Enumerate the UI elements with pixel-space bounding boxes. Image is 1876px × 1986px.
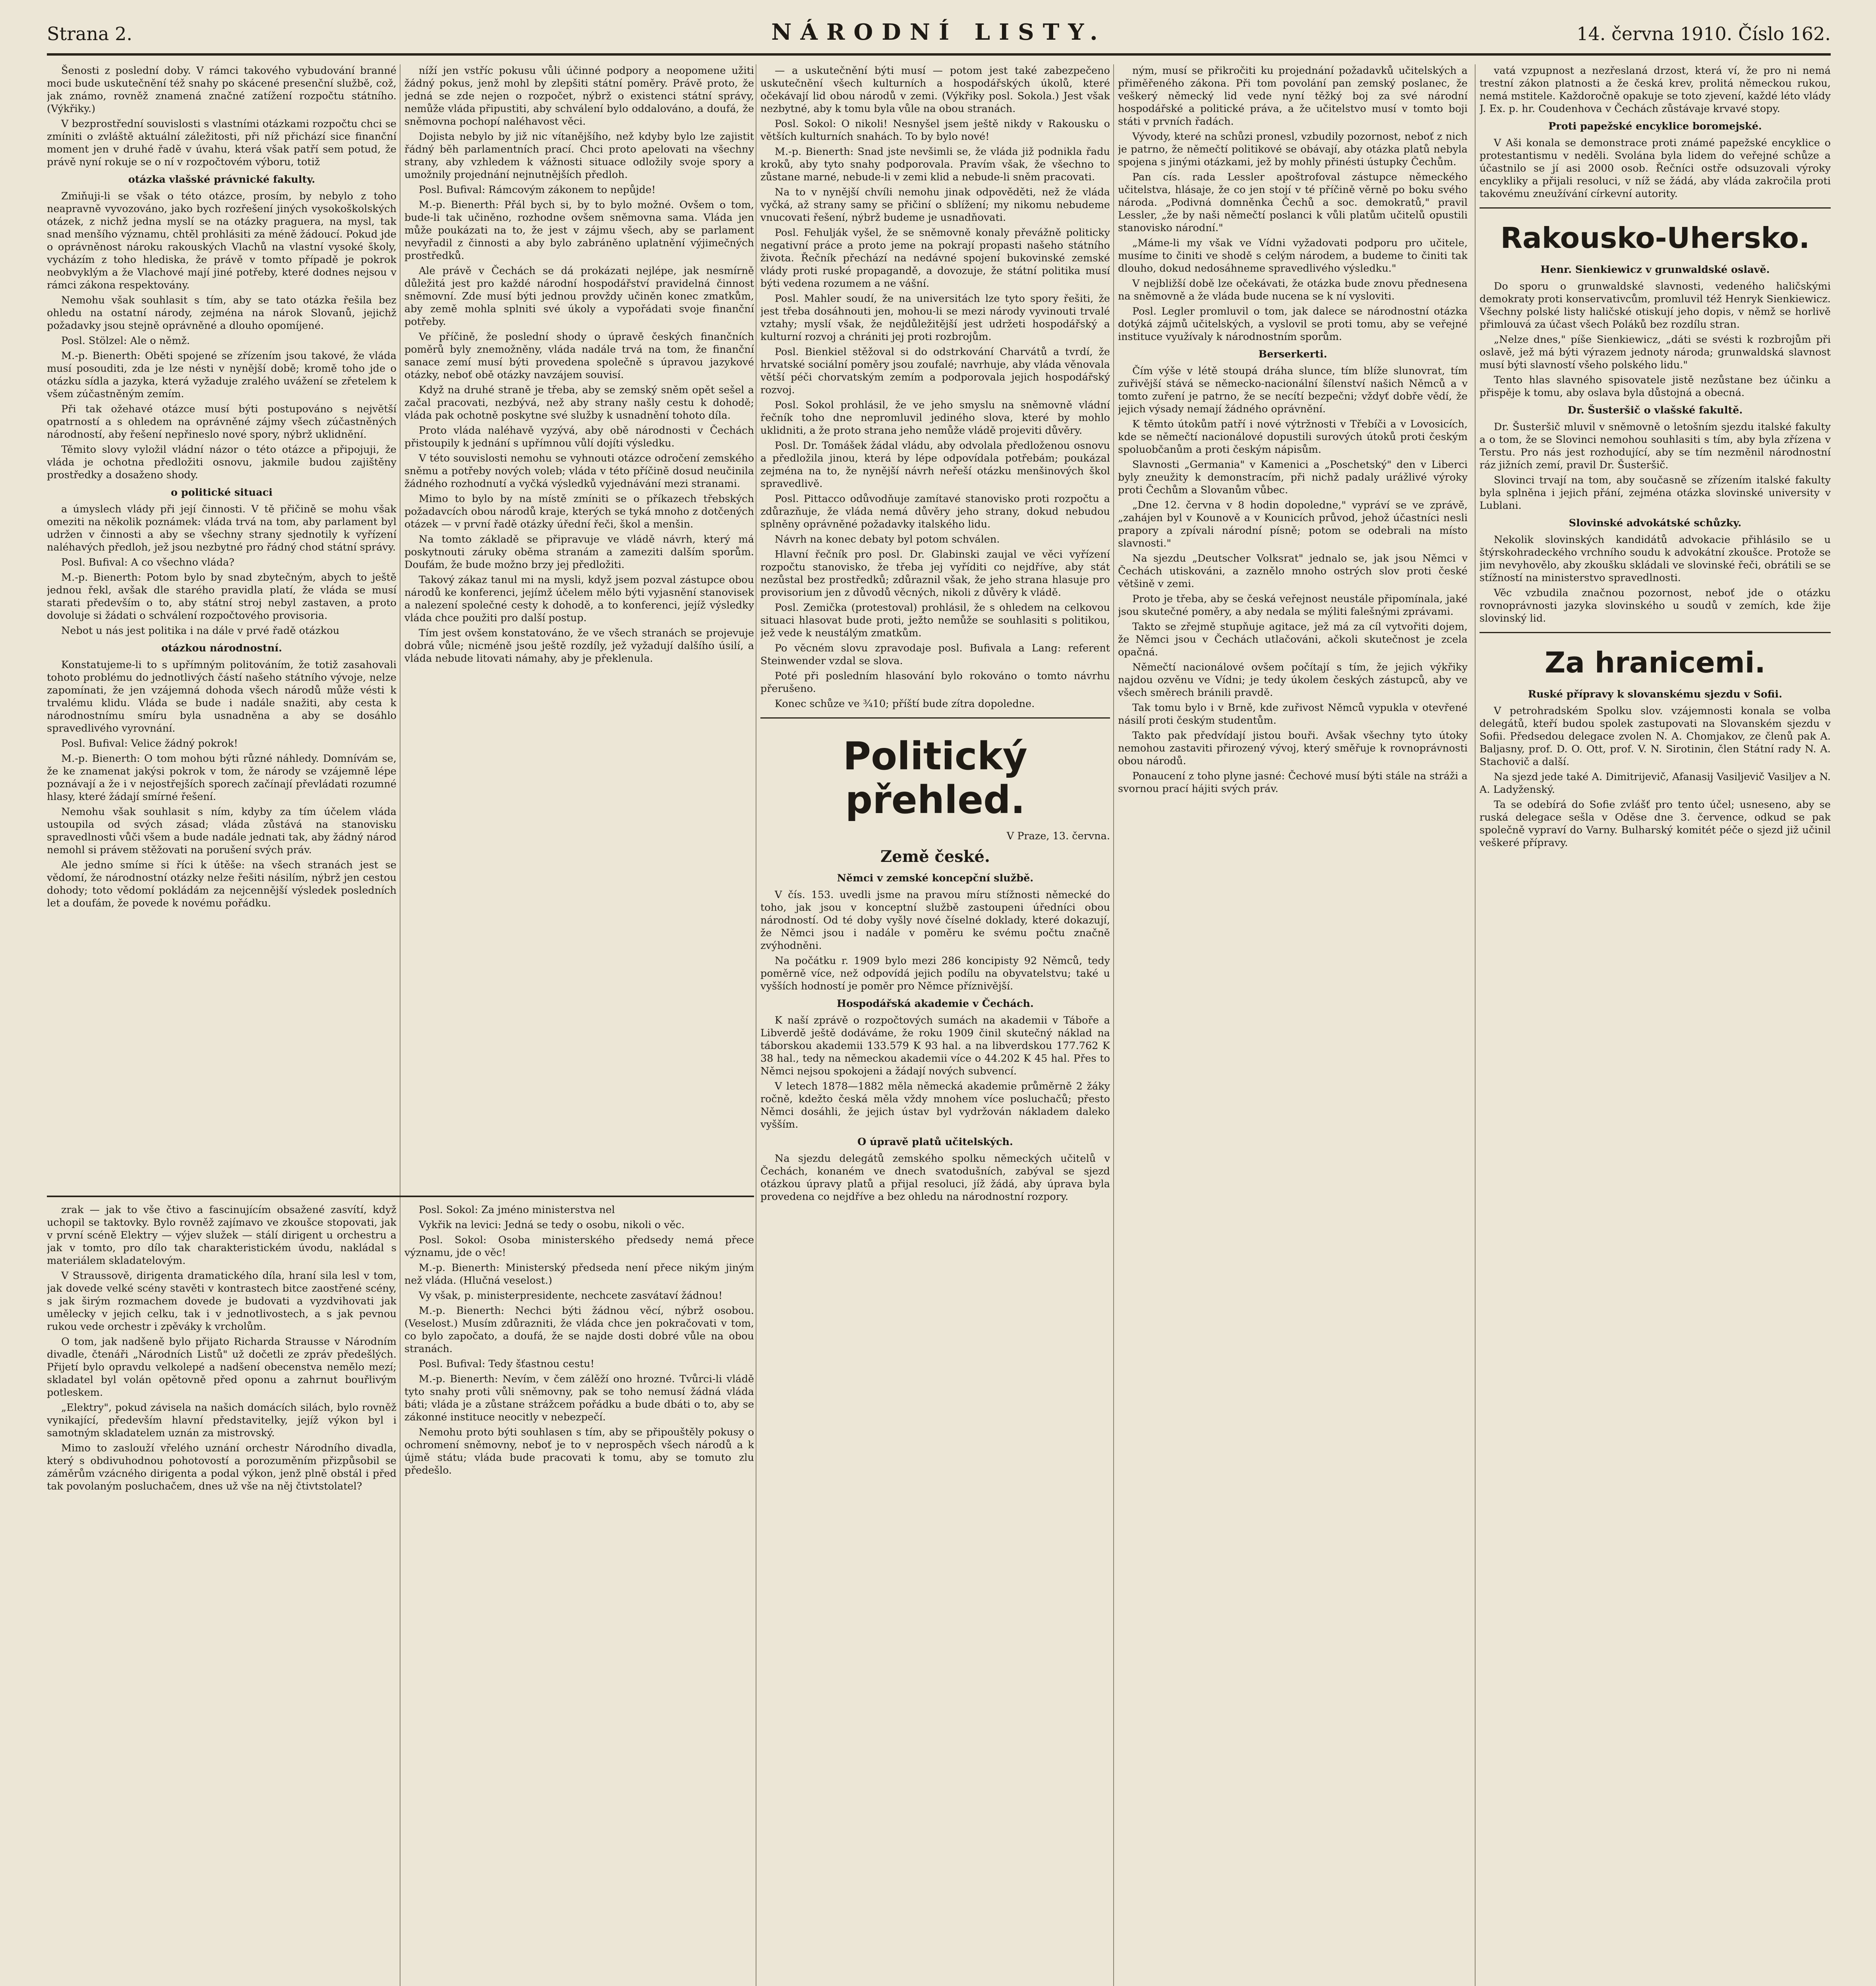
paragraph: Ve příčině, že poslední shody o úpravě českých finančních poměrů byly znemožněny, vláda nadále trvá na tom, že finanční sanace zemí musí býti provedena společně s úpravou jazykové otázky, neboť obě otázky navzájem souvisí.	[404, 331, 754, 381]
paragraph: Do sporu o grunwaldské slavnosti, vedeného haličskými demokraty proti konservativcům, promluvil též Henryk Sienkiewicz. Všechny polské listy haličské otiskují jeho dopis, v němž se horlivě přimlouvá za účast všech Poláků bez rozdílu stran.	[1480, 280, 1831, 330]
paragraph: Proto je třeba, aby se česká veřejnost neustále připomínala, jaké jsou skutečné poměry, a aby nedala se mýliti falešnými zprávami.	[1118, 593, 1468, 618]
paragraph: M.-p. Bienerth: Nechci býti žádnou věcí, nýbrž osobou. (Veselost.) Musím zdůrazniti, že vláda chce jen pokračovati v tom, co bylo započato, a doufá, že se najde dosti dobré vůle na obou stranách.	[404, 1305, 754, 1355]
paragraph: V bezprostřední souvislosti s vlastními otázkami rozpočtu chci se zmíniti o zvláště aktuální záležitosti, při níž přichází sice finanční moment jen v druhé řadě v úvahu, která však patří sem potud, že právě nyní rokuje se o ní v rozpočtovém výboru, totiž	[47, 118, 396, 168]
paragraph: M.-p. Bienerth: Nevím, v čem zálěží ono hrozné. Tvůrci-li vládě tyto snahy proti vůli sněmovny, pak se toho nemusí žádná vláda báti; vláda je a zůstane strážcem pořádku a bude dbáti o to, aby se zákonné instituce neocitly v nebezpečí.	[404, 1373, 754, 1423]
paragraph: Posl. Dr. Tomášek žádal vládu, aby odvolala předloženou osnovu a předložila jinou, která by lépe odpovídala potřebám; poukázal zejména na to, že nynější návrh neřeší otázku menšinových škol spravedlivě.	[760, 440, 1110, 490]
paragraph: Tím jest ovšem konstatováno, že ve všech stranách se projevuje dobrá vůle; nicméně jsou ještě rozdíly, jež vyžadují dalšího úsilí, a vláda nebude litovati námahy, aby je překlenula.	[404, 627, 754, 665]
masthead	[47, 17, 1831, 56]
section-title-austria-hungary: Rakousko-Uhersko.	[1500, 221, 1810, 255]
paragraph: Posl. Bufival: Velice žádný pokrok!	[61, 738, 238, 750]
paragraph: Na sjezdu „Deutscher Volksrat" jednalo se, jak jsou Němci v Čechách utiskováni, a zaznělo mnoho ostrých slov proti české většině v zemi.	[1118, 553, 1468, 590]
paragraph: Vykřik na levici: Jedná se tedy o osobu, nikoli o věc.	[419, 1219, 685, 1231]
section-title-politics: Politický přehled.	[843, 734, 1028, 822]
paragraph: K těmto útokům patří i nové výtržnosti v Třebíči a v Lovosicích, kde se němečtí nacionálové dopustili surových útoků proti českým spoluobčanům a proti českým nápisům.	[1118, 418, 1468, 456]
paragraph: M.-p. Bienerth: Ministerský předseda není přece nikým jiným než vláda. (Hlučná veselost.)	[404, 1262, 754, 1287]
paragraph: Takto pak předvídají jistou bouři. Avšak všechny tyto útoky nemohou zastaviti přirozený vývoj, který směřuje k rovnoprávnosti obou národů.	[1118, 730, 1468, 767]
page-number: Strana 2.	[47, 23, 132, 44]
paragraph: Když na druhé straně je třeba, aby se zemský sněm opět sešel a začal pracovati, nezbývá, než aby strany našly cestu k dohodě; vláda pak ochotně poskytne své služby k usnadnění tohoto díla.	[404, 384, 754, 421]
article-heading: Němci v zemské koncepční službě.	[837, 872, 1034, 884]
paragraph: zrak — jak to vše čtivo a fascinujícím obsažené zasvítí, když uchopil se taktovky. Bylo rovněž zajímavo ve zkoušce stopovati, jak v první scéně Elektry — výjev služek — stálí dirigent u orchestru a jak v tomto, pro dílo tak charakteristickém úvodu, nakládal s materiálem skladatelovým.	[47, 1204, 396, 1267]
feuilleton-rule	[47, 1196, 754, 1197]
paragraph: Posl. Bufival: Tedy šťastnou cestu!	[419, 1358, 595, 1370]
paragraph: Mimo to zaslouží vřelého uznání orchestr Národního divadla, který s obdivuhodnou pohotovostí a porozuměním přizpůsobil se záměrům vzácného dirigenta a podal výkon, jenž plně obstál i před tak povolaným posluchačem, dnes už vše na něj čtivtstolatel?	[47, 1442, 396, 1492]
subsection-title: Země české.	[880, 847, 990, 866]
paragraph: Po věcném slovu zpravodaje posl. Bufivala a Lang: referent Steinwender vzdal se slova.	[760, 642, 1110, 667]
article-heading: O úpravě platů učitelských.	[857, 1136, 1013, 1148]
paragraph: Těmito slovy vyložil vládní názor o této otázce a připojuji, že vláda je ochotna předložiti osnovu, jakmile budou zajištěny prostředky a dosaženo shody.	[47, 444, 396, 481]
paragraph: Zmiňuji-li se však o této otázce, prosím, by nebylo z toho neapravně vyvozováno, jako bych rozřešení jiných vysokoškolských otázek, z nichž jedna myslí se na otázky praguera, na mysl, tak snad menšího významu, chtěl prohlásiti za méně žádoucí. Pokud jde o oprávněnost nároku rakouských Vlachů na vlastní vysoké školy, vycházím z toho hlediska, že právě v tomto případě je pokrok neobvyklým a že Vlachové mají jiné potřeby, které dodnes nejsou v rámci zákona respektovány.	[47, 190, 396, 291]
column-2	[404, 64, 754, 1192]
paragraph: Na sjezd jede také A. Dimitrijevič, Afanasij Vasiljevič Vasiljev a N. A. Ladyženský.	[1480, 771, 1831, 796]
paragraph: vatá vzpupnost a nezřeslaná drzost, která ví, že pro ni nemá trestní zákon platnosti a že česká krev, prolitá německou rukou, nemá mstitele. Každoročně opakuje se toto zjevení, každé léto vlády J. Ex. p. hr. Coudenhova v Čechách zůstávaje krvavé stopy.	[1480, 65, 1831, 115]
paragraph: Posl. Bufival: A co všechno vláda?	[61, 556, 234, 568]
feuilleton-column-2	[404, 1204, 754, 1986]
paragraph: Poté při posledním hlasování bylo rokováno o tomto návrhu přerušeno.	[760, 670, 1110, 695]
section-heading: o politické situaci	[171, 487, 273, 498]
paragraph: Na tomto základě se připravuje ve vládě návrh, který má poskytnouti záruky oběma stranám a zameziti dalším sporům. Doufám, že bude možno brzy jej předložiti.	[404, 533, 754, 571]
paragraph: V petrohradském Spolku slov. vzájemnosti konala se volba delegátů, kteří budou spolek zastupovati na Slovanském sjezdu v Sofii. Předsedou delegace zvolen N. A. Chomjakov, ze členů pak A. Baljasny, prof. D. O. Ott, prof. V. N. Sirotinin, člen Státní rady N. A. Stachovič a další.	[1480, 705, 1831, 768]
paragraph: Ta se odebírá do Sofie zvlášť pro tento účel; usneseno, aby se ruská delegace sešla v Oděse dne 3. července, odkud se pak společně vypraví do Varny. Bulharský komitét péče o sjezd již učinil veškeré přípravy.	[1480, 799, 1831, 849]
dateline: V Praze, 13. června.	[1006, 830, 1110, 842]
paragraph: Při tak ožehavé otázce musí býti postupováno s největší opatrností a s ohledem na oprávněné zájmy všech zúčastněných národností, aby řešení nepřineslo nové spory, nýbrž uklidnění.	[47, 403, 396, 440]
paragraph: Posl. Pittacco odůvodňuje zamítavé stanovisko proti rozpočtu a zdůrazňuje, že vláda nemá důvěry jeho strany, dokud nebudou splněny oprávněné požadavky italského lidu.	[760, 493, 1110, 530]
paragraph: M.-p. Bienerth: Potom bylo by snad zbytečným, abych to ještě jednou řekl, avšak dle starého pravidla platí, že vláda se musí starati především o to, aby státní stroj nebyl zastaven, a proto dovoluje si žádati o schválení rozpočtového provisoria.	[47, 572, 396, 622]
paragraph: Nekolik slovinských kandidátů advokacie přihlásilo se u štýrskohradeckého vrchního soudu k advokátní zkoušce. Protože se jim nevyhovělo, aby zkoušku skládali ve slovinské řeči, obrátili se se stížností na ministerstvo spravedlnosti.	[1480, 534, 1831, 584]
paragraph: Posl. Bufival: Rámcovým zákonem to nepůjde!	[419, 184, 656, 196]
paragraph: Posl. Sokol: Osoba ministerského předsedy nemá přece významu, jde o věc!	[404, 1234, 754, 1259]
paragraph: Němečtí nacionálové ovšem počítají s tím, že jejich výkřiky najdou ozvěnu ve Vídni; je tedy úkolem českých zástupců, aby ve všech směrech bránili pravdě.	[1118, 661, 1468, 699]
issue-date: 14. června 1910. Číslo 162.	[1576, 23, 1831, 44]
paragraph: M.-p. Bienerth: Oběti spojené se zřízením jsou takové, že vláda musí posouditi, zda je lze nésti v nynější době; kromě toho jde o otázku sídla a jazyka, která vyžaduje zralého uvážení se zřetelem k všem zúčastněným zemím.	[47, 350, 396, 400]
divider	[760, 717, 1110, 719]
feuilleton-column-1	[47, 1204, 396, 1986]
paragraph: „Nelze dnes," píše Sienkiewicz, „dáti se svésti k rozbrojům při oslavě, jež má býti výrazem jednoty národa; grunwaldská slavnost musí býti slavností všeho polského lidu."	[1480, 334, 1831, 371]
paragraph: Tak tomu bylo i v Brně, kde zuřivost Němců vypukla v otevřené násilí proti českým studentům.	[1118, 702, 1468, 726]
article-heading: Slovinské advokátské schůzky.	[1568, 517, 1742, 529]
paragraph: Slavnosti „Germania" v Kamenici a „Poschetský" den v Liberci byly zneužity k demonstracím, při nichž padaly urážlivé výroky proti Čechům a Slovanům vůbec.	[1118, 459, 1468, 496]
paragraph: Posl. Bienkiel stěžoval si do odstrkování Charvátů a tvrdí, že hrvatské sociální poměry jsou zoufalé; navrhuje, aby vláda věnovala větší péči chorvatským zemím a podporovala jejich hospodářský rozvoj.	[760, 346, 1110, 396]
paragraph: Pan cís. rada Lessler apoštrofoval zástupce německého učitelstva, hlásaje, že co jen stojí v té příčině věrně po boku svého národa. „Podivná domněnka Čechů a soc. demokratů," pravil Lessler, „že by naši němečtí poslanci k vůli platům učitelů opustili stanovisko národní."	[1118, 171, 1468, 234]
paragraph: M.-p. Bienerth: Přál bych si, by to bylo možné. Ovšem o tom, bude-li tak učiněno, rozhodne ovšem sněmovna sama. Vláda jen může poukázati na to, že jest v zájmu všech, aby se parlament nevyřadil z činnosti a aby bylo zabráněno uplatnění výjimečných prostředků.	[404, 199, 754, 262]
paragraph: Hlavní řečník pro posl. Dr. Glabinski zaujal ve věci vyřízení rozpočtu stanovisko, že třeba jej vyříditi co nejdříve, aby stát nezůstal bez prostředků; zdůraznil však, že jeho strana hlasuje pro provisorium jen z důvodů věcných, nikoli z důvěry k vládě.	[760, 549, 1110, 599]
paragraph: Konec schůze ve ¾10; příští bude zítra dopoledne.	[775, 698, 1035, 710]
paragraph: Slovinci trvají na tom, aby současně se zřízením italské fakulty byla splněna i jejich přání, zejména otázka slovinské university v Lublani.	[1480, 474, 1831, 512]
paragraph: níží jen vstříc pokusu vůli účinné podpory a neopomene užiti žádný pokus, jenž mohl by zlepšiti státní poměry. Právě proto, že jedná se zde nejen o rozpočet, nýbrž o existenci státní správy, nemůže vláda připustiti, aby schválení bylo oddalováno, a doufá, že sněmovna pochopí naléhavost věci.	[404, 65, 754, 128]
column-1	[47, 64, 396, 1192]
section-title-abroad: Za hranicemi.	[1545, 646, 1766, 679]
paragraph: Šenosti z poslední doby. V rámci takového vybudování branné moci bude uskutečnění též snahy po skácené presenční službě, což, jak známo, rovněž znamená značné zatížení rozpočtu státního. (Výkřiky.)	[47, 65, 396, 115]
paragraph: Nemohu však souhlasit s ním, kdyby za tím účelem vláda ustoupila od svých zásad; vláda zůstává na stanovisku spravedlnosti vůči všem a bude nadále jednati tak, aby žádný národ nemohl si právem stěžovati na porušení svých práv.	[47, 806, 396, 856]
paragraph: Posl. Sokol: Za jméno ministerstva nel	[419, 1204, 615, 1216]
article-heading: Hospodářská akademie v Čechách.	[837, 998, 1034, 1010]
article-heading: Proti papežské encyklice boromejské.	[1548, 120, 1762, 132]
paragraph: Nebot u nás jest politika i na dále v prvé řadě otázkou	[61, 625, 340, 637]
divider	[1480, 632, 1831, 633]
paragraph: Posl. Stölzel: Ale o němž.	[61, 335, 190, 347]
paragraph: Posl. Sokol prohlásil, že ve jeho smyslu na sněmovně vládní řečník toho dne nepromluvil jediného slova, které by mohlo uklidniti, a že proto strana jeho nemůže vládě projeviti důvěry.	[760, 399, 1110, 437]
section-heading: otázkou národnostní.	[161, 642, 282, 654]
paragraph: V Straussově, dirigenta dramatického díla, hraní sila lesl v tom, jak dovede velké scény stavěti v kontrastech bitce zaostřené scény, s jak širým rozmachem dovede je budovati a vyzdvihovati jak umělecky v jejich celku, tak i v jednotlivostech, a s jak pevnou rukou vede orchestr i zpěváky k vrcholům.	[47, 1270, 396, 1333]
paragraph: Na sjezdu delegátů zemského spolku německých učitelů v Čechách, konaném ve dnech svatodušních, zabýval se sjezd otázkou úpravy platů a přijal resoluci, jíž žádá, aby úprava byla provedena co nejdříve a bez ohledu na národnostní rozpory.	[760, 1153, 1110, 1203]
column-divider	[1475, 64, 1476, 1986]
column-4	[1118, 64, 1468, 1986]
paragraph: „Máme-li my však ve Vídni vyžadovati podporu pro učitele, musíme to činiti ve shodě s celým národem, a budeme to činiti tak dlouho, dokud nedosáhneme spravedlivého výsledku."	[1118, 237, 1468, 274]
article-heading: Ruské přípravy k slovanskému sjezdu v Sofii.	[1528, 688, 1782, 700]
paragraph: Takto se zřejmě stupňuje agitace, jež má za cíl vytvořiti dojem, že Němci jsou v Čechách utlačováni, ačkoli skutečnost je zcela opačná.	[1118, 621, 1468, 658]
paragraph: Mimo to bylo by na místě zmíniti se o příkazech třebských požadavcích obou národů kraje, kterých se tyká mnoho z dotčených otázek — v první řadě otázky úřední řeči, škol a menšin.	[404, 493, 754, 530]
paragraph: K naší zprávě o rozpočtových sumách na akademii v Táboře a Libverdě ještě dodáváme, že roku 1909 činil skutečný náklad na táborskou akademii 133.579 K 93 hal. a na libverdskou 177.762 K 38 hal., tedy na německou akademii více o 44.202 K 45 hal. Přes to Němci nejsou spokojeni a žádají nových subvencí.	[760, 1014, 1110, 1077]
paragraph: Nemohu však souhlasit s tím, aby se tato otázka řešila bez ohledu na ostatní národy, zejména na nárok Slovanů, jejichž požadavky jsou stejně oprávněné a dlouho opomíjené.	[47, 294, 396, 332]
article-heading: Dr. Šusteršič o vlašské fakultě.	[1567, 404, 1743, 416]
paragraph: Dojista nebylo by již nic vítanějšího, než kdyby bylo lze zajistit řádný běh parlamentních prací. Chci proto apelovati na všechny strany, aby vzhledem k vážnosti situace odložily svoje spory a umožnily projednání nejnutnějších předloh.	[404, 131, 754, 181]
newspaper-title: NÁRODNÍ LISTY.	[771, 19, 1106, 45]
paragraph: Posl. Sokol: O nikoli! Nesnyšel jsem ještě nikdy v Rakousku o větších kulturních snahách. To by bylo nové!	[760, 118, 1110, 143]
paragraph: — a uskutečnění býti musí — potom jest také zabezpečeno uskutečnění všech kulturních a hospodářských úkolů, které očekávají lid obou národů v zemi. (Výkřiky posl. Sokola.) Jest však nezbytné, aby k tomu byla vůle na obou stranách.	[760, 65, 1110, 115]
paragraph: Posl. Legler promluvil o tom, jak dalece se národnostní otázka dotýká zájmů učitelských, a vyslovil se proti tomu, aby se veřejné instituce využívaly k národnostním sporům.	[1118, 305, 1468, 343]
paragraph: Ale jedno smíme si říci k útěše: na všech stranách jest se vědomí, že národnostní otázky nelze řešiti násilím, nýbrž jen cestou dohody; toto vědomí pokládám za nejcennější výsledek posledních let a doufám, že povede k novému pořádku.	[47, 859, 396, 909]
paragraph: Ale právě v Čechách se dá prokázati nejlépe, jak nesmírně důležitá jest pro každé národní hospodářství pravidelná činnost sněmovní. Zde musí býti jednou provždy učiněn konec zmatkům, aby země mohla splniti své úkoly a vypořádati svoje finanční potřeby.	[404, 265, 754, 328]
column-divider	[1113, 64, 1114, 1986]
paragraph: M.-p. Bienerth: O tom mohou býti různé náhledy. Domnívám se, že ke znamenat jakýsi pokrok v tom, že národy se vzájemně lépe poznávají a že i v nejostřejších sporech začínají převládati rozumné hlasy, které žádají smírné řešení.	[47, 753, 396, 803]
paragraph: Vy však, p. ministerpresidente, nechcete zasvátaví žádnou!	[419, 1290, 723, 1302]
paragraph: Dr. Šusteršič mluvil v sněmovně o letošním sjezdu italské fakulty a o tom, že se Slovinci nemohou souhlasiti s tím, aby byla zřízena v Terstu. Pro nás jest rozhodující, aby se tím nezměnil národnostní ráz jižních zemí, pravil Dr. Šusteršič.	[1480, 421, 1831, 471]
paragraph: Proto vláda naléhavě vyzývá, aby obě národnosti v Čechách přistoupily k jednání s upřímnou vůlí dojíti výsledku.	[404, 425, 754, 449]
paragraph: Nemohu proto býti souhlasen s tím, aby se připouštěly pokusy o ochromení sněmovny, neboť je to v neprospěch všech národů a k újmě státu; vláda bude pracovati k tomu, aby se tomuto zlu předešlo.	[404, 1426, 754, 1476]
paragraph: M.-p. Bienerth: Snad jste nevšimli se, že vláda již podnikla řadu kroků, aby tyto snahy podporovala. Pravím však, že všechno to zůstane marné, nebude-li v zemi klid a nebude-li sněm pracovati.	[760, 146, 1110, 183]
divider	[1480, 207, 1831, 209]
article-heading: Henr. Sienkiewicz v grunwaldské oslavě.	[1540, 264, 1770, 276]
paragraph: „Dne 12. června v 8 hodin dopoledne," vypráví se ve zprávě, „zahájen byl v Kounově a v Kounicích průvod, jehož účastníci nesli prapory a zpívali národní písně; potom se odebrali na místo slavnosti."	[1118, 499, 1468, 549]
paragraph: V letech 1878—1882 měla německá akademie průměrně 2 žáky ročně, kdežto česká měla vždy mnohem více posluchačů; přesto Němci dosáhli, že jejich ústav byl vydržován nákladem daleko vyšším.	[760, 1080, 1110, 1130]
paragraph: Vývody, které na schůzi pronesl, vzbudily pozornost, neboť z nich je patrno, že němečtí politikové se obávají, aby otázka platů nebyla spojena s jinými otázkami, jež by mohly přinésti ústupky Čechům.	[1118, 131, 1468, 168]
column-5	[1480, 64, 1831, 1986]
paragraph: Čím výše v létě stoupá dráha slunce, tím blíže slunovrat, tím zuřivější stává se německo-nacionální šílenství našich Němců a v tomto zuření je patrno, že se necítí bezpečni; vždyť dobře vědí, že jejich výsady nemají žádného oprávnění.	[1118, 365, 1468, 415]
paragraph: V čís. 153. uvedli jsme na pravou míru stížnosti německé do toho, jak jsou v konceptní službě zastoupeni úředníci obou národností. Od té doby vyšly nové číselné doklady, které dokazují, že Němci jsou i nadále v poměru ke svému počtu značně zvýhodněni.	[760, 889, 1110, 952]
paragraph: „Elektry", pokud závisela na našich domácích silách, bylo rovněž vynikající, především hlavní představitelky, jejíž výkon byl i samotným skladatelem uznán za mistrovský.	[47, 1402, 396, 1439]
paragraph: a úmyslech vlády při její činnosti. V tě přičině se mohu však omeziti na několik poznámek: vláda trvá na tom, aby parlament byl udržen v činnosti a aby se všechny strany sjednotily k vyřízení naléhavých předloh, jež jsou nezbytné pro řádný chod státní správy.	[47, 503, 396, 553]
paragraph: Posl. Zemička (protestoval) prohlásil, že s ohledem na celkovou situaci hlasovat bude proti, ježto nemůže se souhlasiti s politikou, jež vede k neustálým zmatkům.	[760, 602, 1110, 639]
section-heading: otázka vlašské právnické fakulty.	[128, 174, 315, 185]
paragraph: O tom, jak nadšeně bylo přijato Richarda Strausse v Národním divadle, čtenáři „Národních Listů" už dočetli ze zpráv předešlých. Přijetí bylo opravdu velkolepé a nadšení obecenstva nemělo mezí; skladatel byl volán opětovně před oponu a zahrnut bouřlivým potleskem.	[47, 1336, 396, 1399]
paragraph: Takový zákaz tanul mi na mysli, když jsem pozval zástupce obou národů ke konferenci, jejímž účelem mělo býti vyjasnění stanovisek a nalezení společné cesty k dohodě, a to konferenci, jejíž výsledky vláda chce použiti pro další postup.	[404, 574, 754, 624]
paragraph: ným, musí se přikročiti ku projednání požadavků učitelských a přiměřeného zákona. Při tom povolání pan zemský poslanec, že veškerý německý lid vede nyní těžký boj za své národní hospodářské a politické práva, a že učitelstvo musí v tomto boji státi v prvních řadách.	[1118, 65, 1468, 128]
paragraph: Na počátku r. 1909 bylo mezi 286 koncipisty 92 Němců, tedy poměrně více, než odpovídá jejich podílu na obyvatelstvu; také u vyšších hodností je poměr pro Němce příznivější.	[760, 955, 1110, 992]
paragraph: Ponaucení z toho plyne jasné: Čechové musí býti stále na stráži a svornou prací hájiti svých práv.	[1118, 770, 1468, 795]
article-heading: Berserkerti.	[1258, 348, 1327, 360]
paragraph: V Aši konala se demonstrace proti známé papežské encyklice o protestantismu v neděli. Svolána byla lidem do veřejné schůze a účastnilo se jí asi 2000 osob. Řečníci ostře odsuzovali výroky encykliky a přijali resoluci, v níž se žádá, aby vláda zakročila proti takovému zneužívání církevní autority.	[1480, 137, 1831, 200]
paragraph: Návrh na konec debaty byl potom schválen.	[775, 533, 1000, 545]
paragraph: V této souvislosti nemohu se vyhnouti otázce odročení zemského sněmu a potřeby nových voleb; vláda v této příčině dosud neučinila žádného rozhodnutí a vyčká výsledků vyjednávání mezi stranami.	[404, 452, 754, 490]
paragraph: Tento hlas slavného spisovatele jistě nezůstane bez účinku a přispěje k tomu, aby oslava byla důstojná a obecná.	[1480, 374, 1831, 399]
paragraph: Posl. Mahler soudí, že na universitách lze tyto spory řešiti, že jest třeba dosáhnouti jen, mohou-li se mezi národy vyvinouti trvalé vztahy; myslí však, že nejdůležitější jest udržeti hospodářský a kulturní rozvoj a chrániti jej proti rozbrojům.	[760, 293, 1110, 343]
paragraph: Věc vzbudila značnou pozornost, neboť jde o otázku rovnoprávnosti jazyka slovinského u soudů v zemích, kde žije slovinský lid.	[1480, 587, 1831, 624]
column-3	[760, 64, 1110, 1986]
paragraph: Konstatujeme-li to s upřímným politováním, že totiž zasahovali tohoto problému do jednotlivých částí našeho státního vývoje, nelze zapomínati, že jen vzájemná dohoda všech národů může vésti k trvalému klidu. Vláda se bude i nadále snažiti, aby cesta k národnostnímu smíru byla usnadněna a aby se dosáhlo spravedlivého vyrovnání.	[47, 659, 396, 734]
paragraph: V nejbližší době lze očekávati, že otázka bude znovu přednesena na sněmovně a že vláda bude nucena se k ní vysloviti.	[1118, 278, 1468, 302]
paragraph: Posl. Fehulják vyšel, že se sněmovně konaly převážně politicky negativní práce a proto jeme na pokrají propasti našeho státního života. Řečník přechází na nedávné spojení bukovinské zemské vlády proti ruské propagandě, a dovozuje, že státní politika musí býti vedena rozumem a ne vášní.	[760, 227, 1110, 290]
paragraph: Na to v nynější chvíli nemohu jinak odpověděti, než že vláda vyčká, až strany samy se přičiní o sblížení; my nikomu nebudeme vnucovati řešení, nýbrž budeme je usnadňovati.	[760, 186, 1110, 224]
